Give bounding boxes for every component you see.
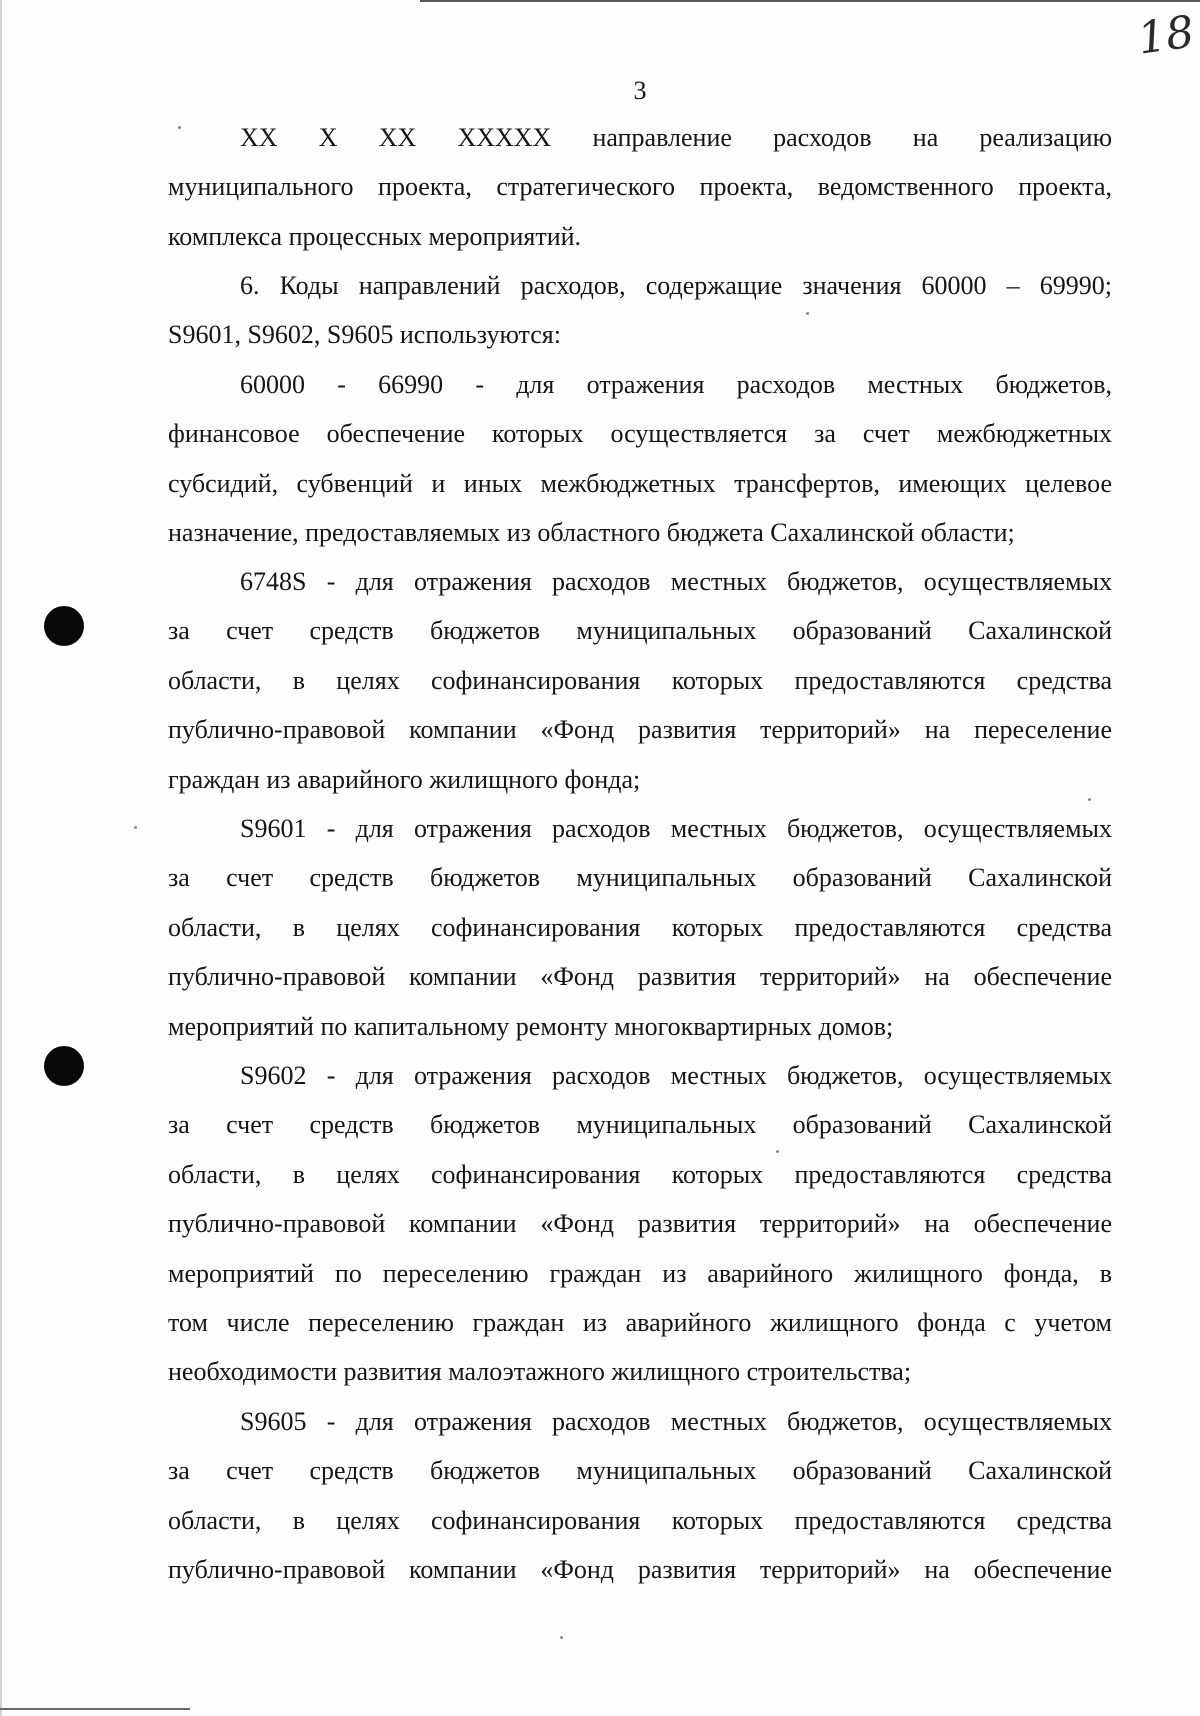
text-line: публично-правовой компании «Фонд развития территорий» на обеспечение <box>168 1209 1112 1239</box>
punch-hole-upper <box>44 606 84 646</box>
text-line: за счет средств бюджетов муниципальных образований Сахалинской <box>168 1456 1112 1486</box>
text-line: граждан из аварийного жилищного фонда; <box>168 764 641 794</box>
text-line: мероприятий по переселению граждан из аварийного жилищного фонда, в <box>168 1258 1112 1288</box>
text-line: субсидий, субвенций и иных межбюджетных трансфертов, имеющих целевое <box>168 468 1112 498</box>
text-line: S9601 - для отражения расходов местных бюджетов, осуществляемых <box>240 814 1112 843</box>
paragraph-code-S9605 <box>168 1397 1112 1595</box>
handwritten-sheet-number: 18 <box>1134 6 1198 65</box>
text-line: 60000 - 66990 - для отражения расходов местных бюджетов, <box>240 370 1112 399</box>
text-line: мероприятий по капитальному ремонту многоквартирных домов; <box>168 1011 894 1041</box>
text-line: S9602 - для отражения расходов местных бюджетов, осуществляемых <box>240 1061 1112 1090</box>
text-line: необходимости развития малоэтажного жилищного строительства; <box>168 1357 912 1387</box>
text-line: публично-правовой компании «Фонд развития территорий» на переселение <box>168 715 1112 745</box>
text-line: области, в целях софинансирования которых предоставляются средства <box>168 1159 1112 1189</box>
punch-hole-lower <box>44 1046 84 1086</box>
text-line: том числе переселению граждан из аварийного жилищного фонда с учетом <box>168 1307 1112 1337</box>
text-line: за счет средств бюджетов муниципальных образований Сахалинской <box>168 616 1112 646</box>
text-line: за счет средств бюджетов муниципальных образований Сахалинской <box>168 863 1112 893</box>
text-line: S9601, S9602, S9605 используются: <box>168 320 561 350</box>
scan-speck <box>134 826 137 829</box>
paragraph-code-S9601 <box>168 804 1112 1051</box>
scan-left-edge <box>0 0 2 1716</box>
text-line: области, в целях софинансирования которых предоставляются средства <box>168 665 1112 695</box>
text-line: муниципального проекта, стратегического проекта, ведомственного проекта, <box>168 172 1112 202</box>
text-line: комплекса процессных мероприятий. <box>168 221 582 251</box>
text-line: публично-правовой компании «Фонд развития территорий» на обеспечение <box>168 1555 1112 1585</box>
text-line: за счет средств бюджетов муниципальных образований Сахалинской <box>168 1110 1112 1140</box>
text-line: финансовое обеспечение которых осуществляется за счет межбюджетных <box>168 419 1112 449</box>
text-line: 6. Коды направлений расходов, содержащие значения 60000 – 69990; <box>240 271 1112 300</box>
text-line: области, в целях софинансирования которых предоставляются средства <box>168 1505 1112 1535</box>
page-number: 3 <box>633 76 647 105</box>
paragraph-code-structure <box>168 113 1112 261</box>
paragraph-code-S9602 <box>168 1051 1112 1397</box>
paragraph-item-6 <box>168 261 1112 360</box>
text-line: назначение, предоставляемых из областного бюджета Сахалинской области; <box>168 518 1015 548</box>
text-line: публично-правовой компании «Фонд развития территорий» на обеспечение <box>168 962 1112 992</box>
text-line: S9605 - для отражения расходов местных бюджетов, осуществляемых <box>240 1407 1112 1436</box>
scan-top-edge-line <box>420 0 1200 2</box>
text-line: 6748S - для отражения расходов местных бюджетов, осуществляемых <box>240 567 1112 596</box>
paragraph-code-60000-66990 <box>168 360 1112 558</box>
paragraph-code-6748S <box>168 557 1112 804</box>
text-line: области, в целях софинансирования которых предоставляются средства <box>168 912 1112 942</box>
scan-bottom-edge-line <box>0 1708 190 1710</box>
text-line: XX X XX XXXXX направление расходов на реализацию <box>240 123 1112 152</box>
scan-speck <box>560 1636 563 1639</box>
